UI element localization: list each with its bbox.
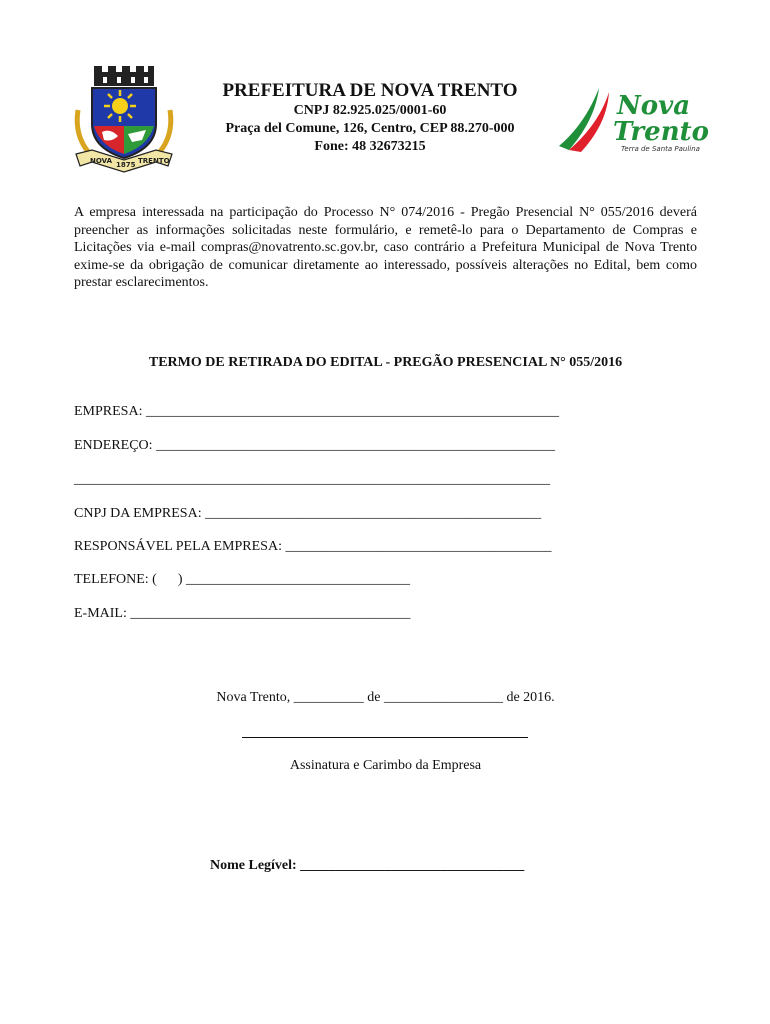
crest-ribbon-left: NOVA: [90, 157, 112, 165]
logo-line1: Nova: [617, 91, 691, 121]
signature-caption: Assinatura e Carimbo da Empresa: [289, 758, 482, 773]
term-title: TERMO DE RETIRADA DO EDITAL - PREGÃO PRESENCIAL N° 055/2016: [148, 355, 623, 370]
page-title: PREFEITURA DE NOVA TRENTO: [222, 80, 518, 101]
field-nome-legivel[interactable]: Nome Legível: ________________________________: [210, 858, 525, 873]
header-cnpj: CNPJ 82.925.025/0001-60: [293, 103, 447, 118]
field-responsavel[interactable]: RESPONSÁVEL PELA EMPRESA: ______________________________________: [74, 539, 552, 554]
header-address: Praça del Comune, 126, Centro, CEP 88.270-000: [225, 121, 515, 136]
field-endereco-continuation[interactable]: ____________________________________________________________________: [74, 472, 550, 487]
field-empresa[interactable]: EMPRESA: ___________________________________________________________: [74, 404, 559, 419]
letterhead: [190, 80, 550, 156]
logo-tagline: Terra de Santa Paulina: [621, 145, 700, 153]
crest-ribbon-year: 1875: [116, 161, 136, 169]
header-phone: Fone: 48 32673215: [314, 139, 426, 154]
signature-line[interactable]: [242, 737, 528, 738]
logo-line2: Trento: [613, 117, 709, 147]
municipal-crest: [72, 66, 176, 172]
intro-paragraph: A empresa interessada na participação do Processo N° 074/2016 - Pregão Presencial N° 055/2016 deverá preencher as informações solicitadas neste formulário, e remetê-lo para o Departamento de Compras e Licitações via e-mail compras@novatrento.sc.gov.br, caso contrário a Prefeitura Municipal de Nova Trento exime-se da obrigação de comunicar diretamente ao interessado, possíveis alterações no Edital, bem como prestar esclarecimentos.: [74, 205, 697, 290]
field-cnpj[interactable]: CNPJ DA EMPRESA: ________________________________________________: [74, 506, 542, 521]
crest-ribbon-right: TRENTO: [138, 157, 170, 165]
field-endereco[interactable]: ENDEREÇO: _________________________________________________________: [74, 438, 556, 453]
city-date-line[interactable]: Nova Trento, __________ de _________________ de 2016.: [216, 690, 555, 705]
field-telefone[interactable]: TELEFONE: ( ) ________________________________: [74, 572, 410, 587]
field-email[interactable]: E-MAIL: ________________________________________: [74, 606, 411, 621]
nova-trento-logo: [555, 84, 709, 154]
